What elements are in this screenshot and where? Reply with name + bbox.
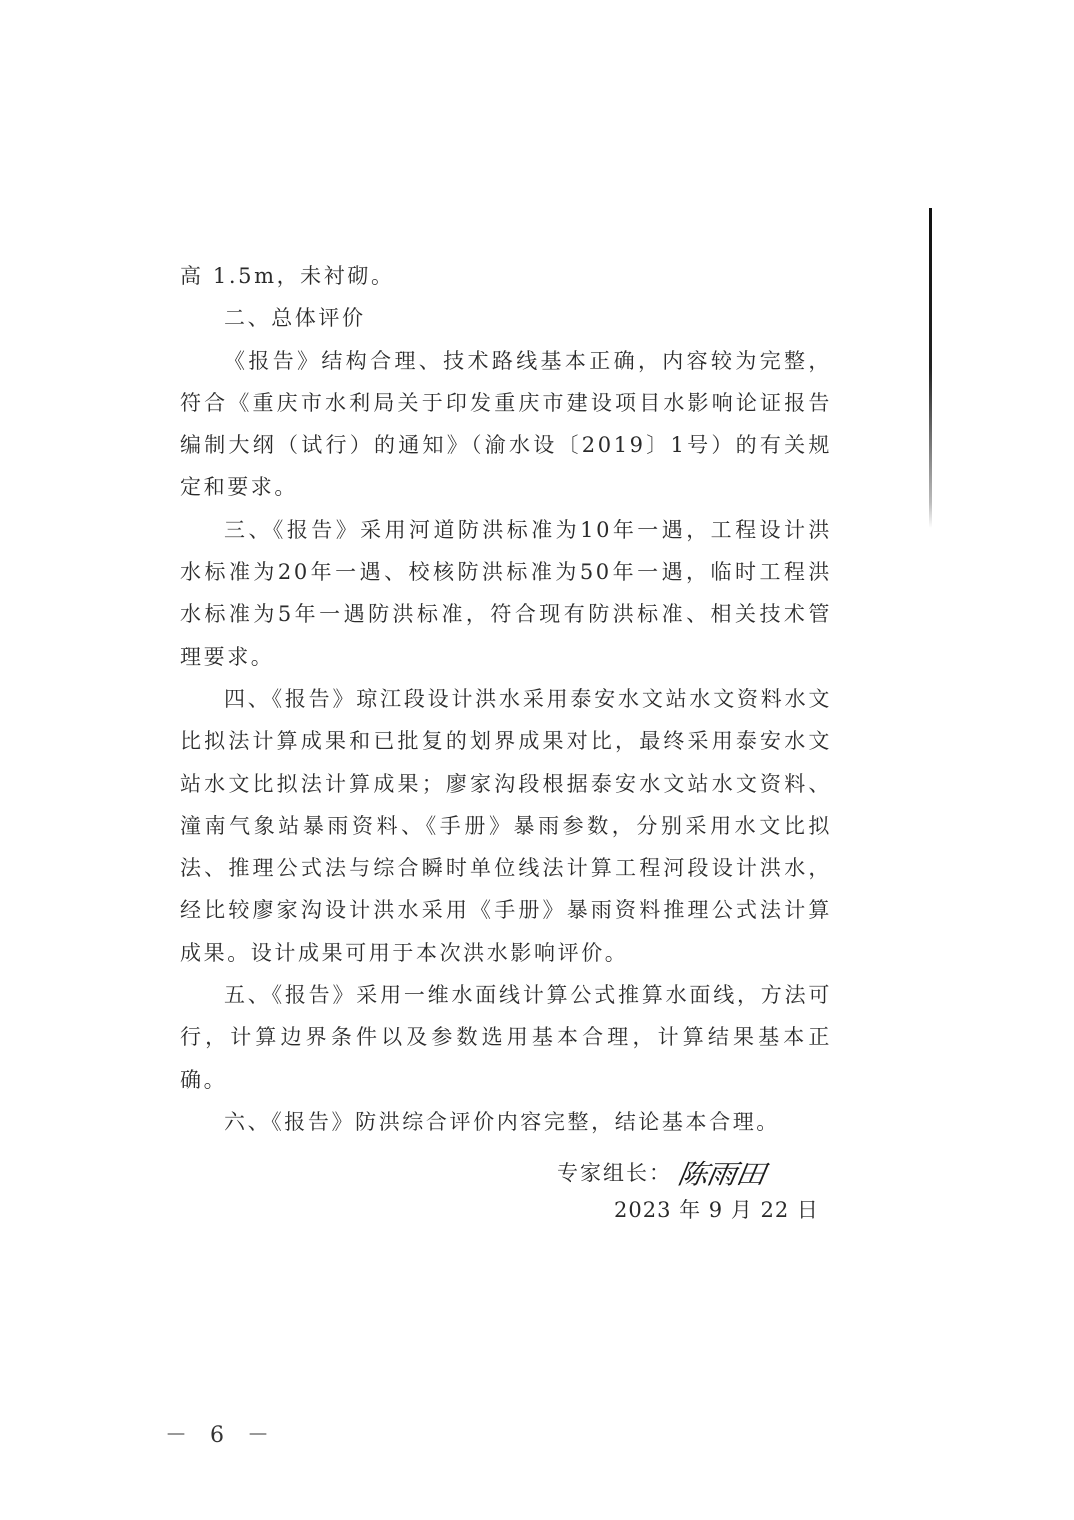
margin-rule	[929, 208, 932, 528]
paragraph-continuation: 高 1.5m，未衬砌。	[180, 264, 395, 288]
paragraph-conclusion: 六、《报告》防洪综合评价内容完整，结论基本合理。	[224, 1109, 780, 1134]
section-heading-overall-evaluation: 二、总体评价	[224, 306, 366, 331]
body-text	[180, 255, 832, 1143]
paragraph-report-structure: 《报告》结构合理、技术路线基本正确，内容较为完整，符合《重庆市水利局关于印发重庆市建设项目水影响论证报告编制大纲（试行）的通知》（渝水设〔2019〕1号）的有关规定和要求。	[180, 348, 832, 500]
paragraph-flood-standard: 三、《报告》采用河道防洪标准为10年一遇，工程设计洪水标准为20年一遇、校核防洪标准为50年一遇，临时工程洪水标准为5年一遇防洪标准，符合现有防洪标准、相关技术管理要求。	[180, 517, 832, 669]
paragraph-water-surface-line: 五、《报告》采用一维水面线计算公式推算水面线，方法可行，计算边界条件以及参数选用基本合理，计算结果基本正确。	[180, 983, 832, 1092]
paragraph-design-flood: 四、《报告》琼江段设计洪水采用泰安水文站水文资料水文比拟法计算成果和已批复的划界成果对比，最终采用泰安水文站水文比拟法计算成果；廖家沟段根据泰安水文站水文资料、潼南气象站暴雨资料、《手册》暴雨参数，分别采用水文比拟法、推理公式法与综合瞬时单位线法计算工程河段设计洪水，经比较廖家沟设计洪水采用《手册》暴雨资料推理公式法计算成果。设计成果可用于本次洪水影响评价。	[180, 686, 832, 965]
signature-label: 专家组长：	[557, 1161, 672, 1185]
page-number: － 6 －	[165, 1423, 277, 1448]
signature-date: 2023 年 9 月 22 日	[614, 1198, 819, 1222]
signoff-block	[557, 1150, 837, 1222]
handwritten-signature: 陈雨田	[675, 1159, 767, 1191]
signature-row	[557, 1150, 837, 1194]
